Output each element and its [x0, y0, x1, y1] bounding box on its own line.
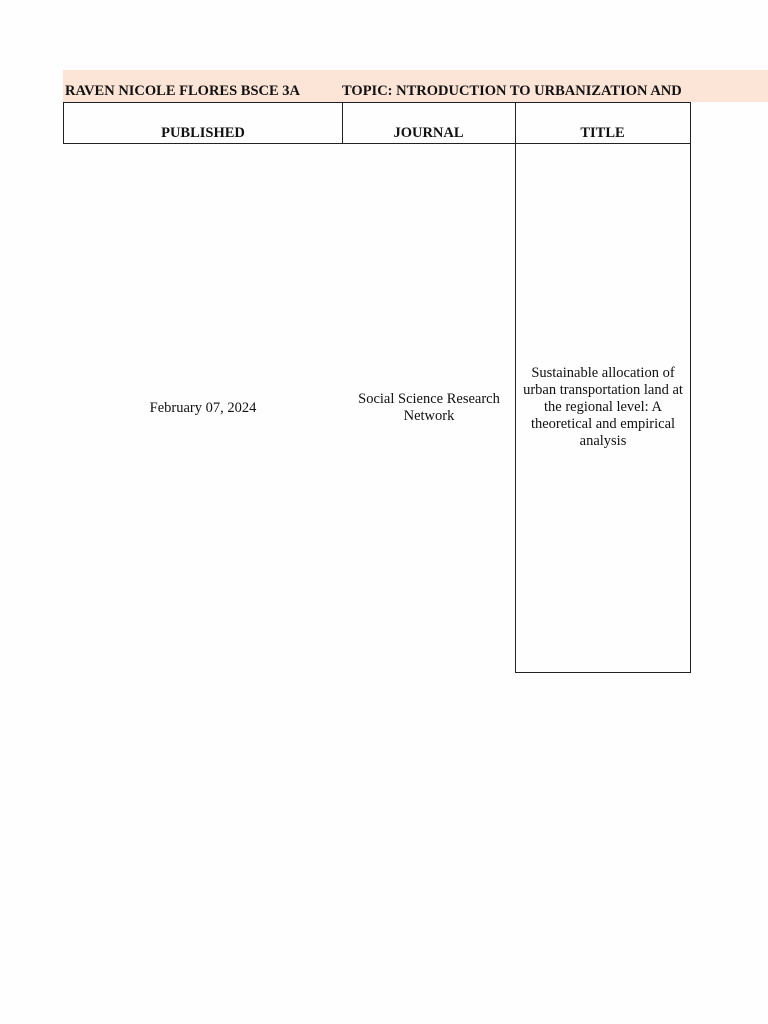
topic-text: TOPIC: NTRODUCTION TO URBANIZATION AND [342, 83, 682, 99]
column-header-published: PUBLISHED [63, 102, 343, 144]
title-cell: Sustainable allocation of urban transportation land at the regional level: A theoretical and empirical analysis [515, 143, 691, 673]
student-name: RAVEN NICOLE FLORES BSCE 3A [65, 83, 301, 99]
column-header-title: TITLE [515, 102, 691, 144]
published-date-cell: February 07, 2024 [149, 399, 257, 416]
topic-cell [342, 82, 691, 102]
column-header-journal: JOURNAL [342, 102, 516, 144]
journal-cell: Social Science Research Network [358, 391, 500, 424]
